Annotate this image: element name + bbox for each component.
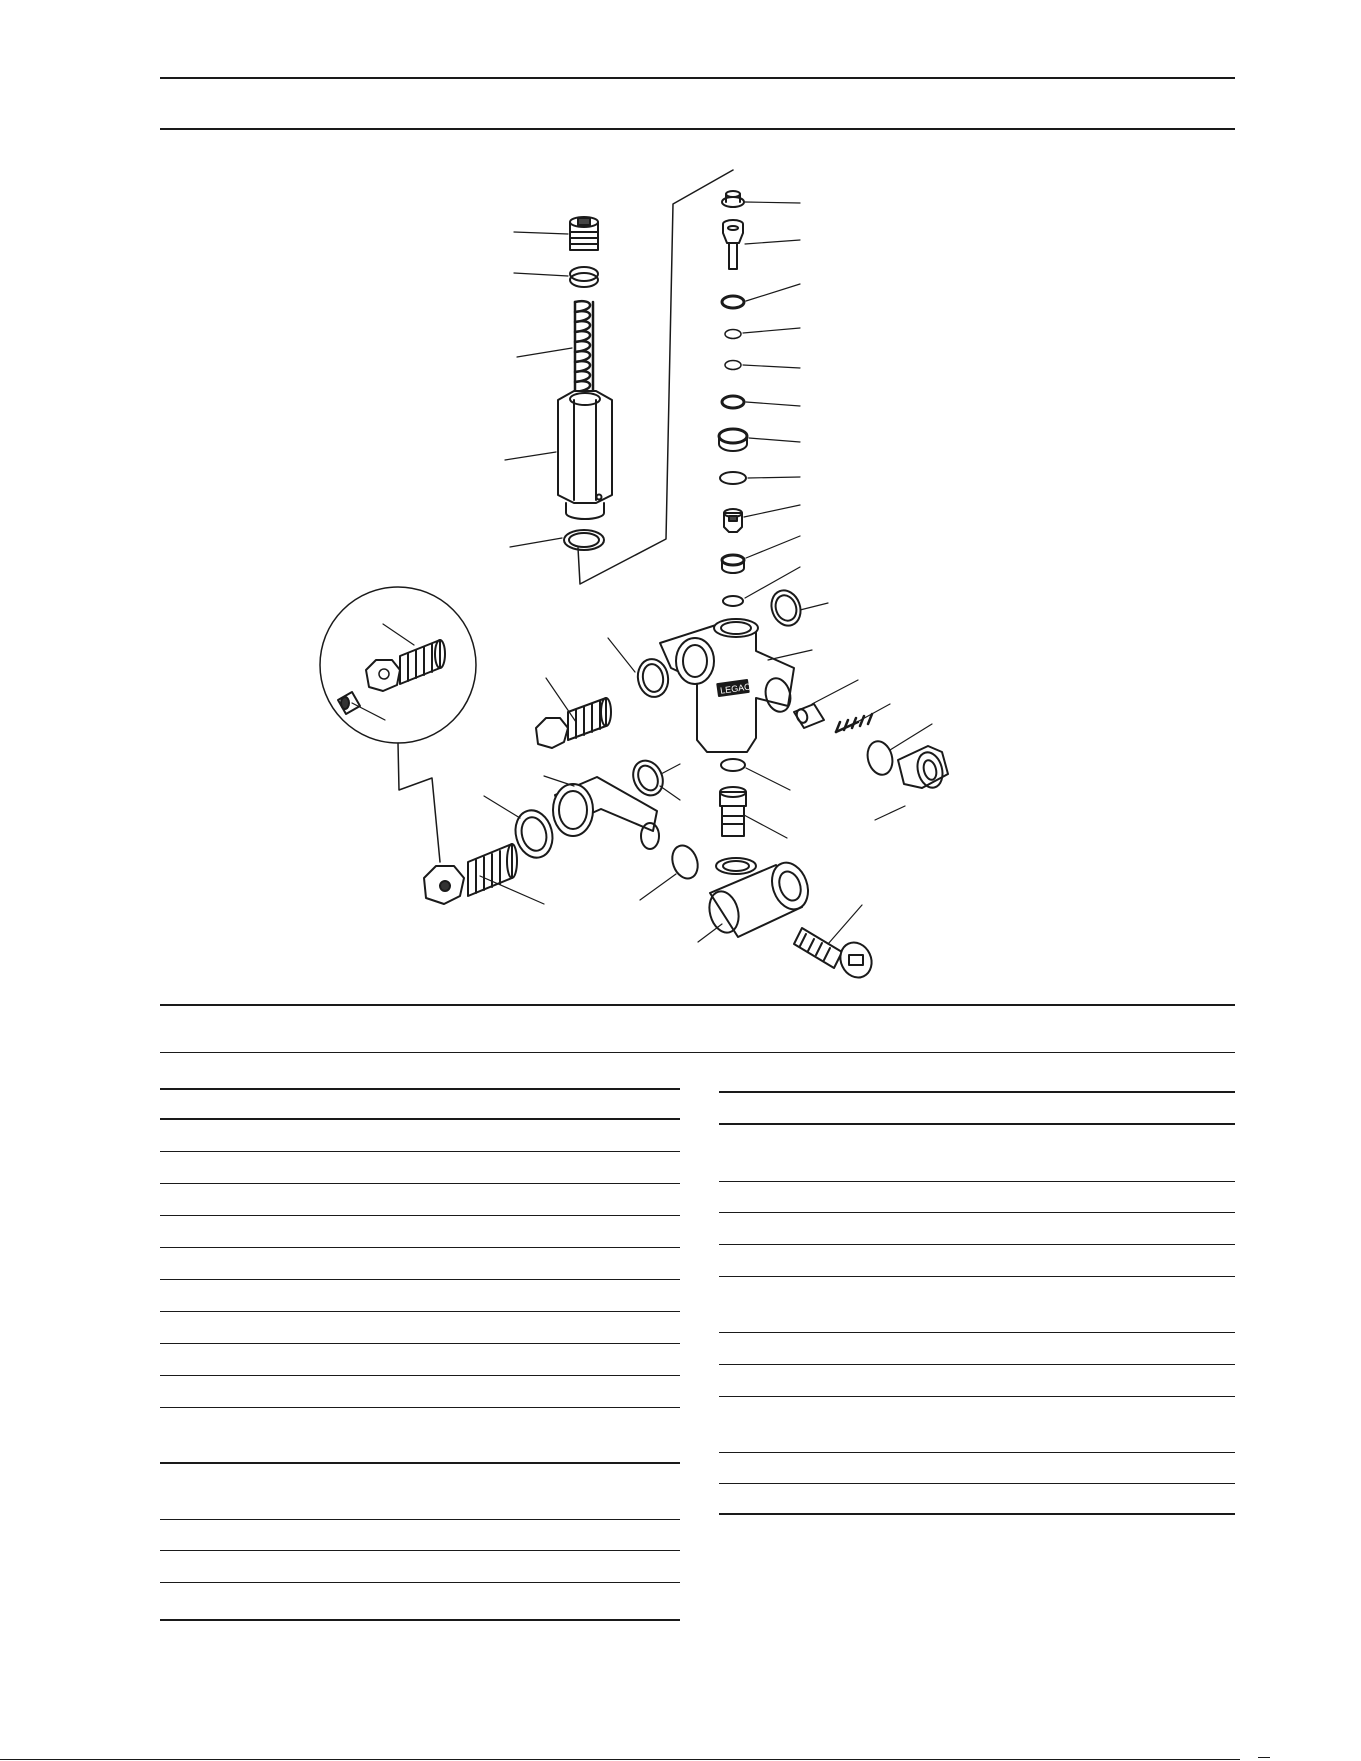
backup-ring-1 <box>722 296 744 308</box>
gasket-right-upper <box>767 586 806 629</box>
banjo-bolt-lower <box>424 844 517 904</box>
table-row <box>160 1280 680 1312</box>
plug-screw <box>794 928 877 983</box>
table-row <box>160 1520 680 1551</box>
valve-stem <box>723 220 743 269</box>
gasket-elbow <box>628 756 669 800</box>
table-row <box>719 1484 1235 1515</box>
gasket-left-upper <box>635 657 671 700</box>
page-corner-mark <box>1258 1757 1270 1758</box>
o-ring-2 <box>725 361 741 370</box>
banjo-bolt-upper <box>536 698 611 748</box>
valve-seat <box>724 509 742 532</box>
table-row <box>160 1120 680 1152</box>
adjusting-screw <box>570 217 598 250</box>
parts-table-left <box>160 1088 680 1621</box>
table-row <box>160 1463 680 1520</box>
relief-spring <box>575 301 593 392</box>
table-header <box>160 1088 680 1120</box>
detail-connector <box>398 743 440 862</box>
cap-nut <box>722 191 744 207</box>
outlet-fitting <box>898 746 948 790</box>
table-row <box>719 1125 1235 1182</box>
section-rule-top <box>160 1004 1235 1006</box>
o-ring-4 <box>723 596 743 606</box>
housing-o-ring <box>564 530 604 550</box>
table-row <box>719 1365 1235 1397</box>
table-row <box>160 1376 680 1408</box>
table-row <box>719 1453 1235 1484</box>
check-valve-o-ring <box>864 738 896 777</box>
parts-table-right <box>719 1091 1235 1515</box>
manifold-body <box>660 619 794 752</box>
check-valve-poppet <box>794 704 824 728</box>
footer-rule <box>0 1759 1240 1760</box>
o-ring-1 <box>725 330 741 339</box>
table-row <box>719 1245 1235 1277</box>
detail-circle <box>320 587 476 743</box>
table-row <box>719 1333 1235 1365</box>
seat-retainer <box>722 555 744 573</box>
o-ring-3 <box>720 472 746 484</box>
section-rule-bottom <box>160 1052 1235 1053</box>
table-row <box>160 1312 680 1344</box>
backup-ring-2 <box>722 396 744 408</box>
seal-retainer <box>719 429 747 451</box>
spring-seat-disc <box>570 267 598 287</box>
table-row <box>160 1248 680 1280</box>
table-row <box>719 1397 1235 1453</box>
table-row <box>160 1551 680 1583</box>
table-row <box>719 1277 1235 1333</box>
table-row <box>160 1408 680 1463</box>
table-header <box>719 1091 1235 1125</box>
table-row <box>719 1213 1235 1245</box>
hex-nipple <box>720 787 746 836</box>
table-row <box>160 1152 680 1184</box>
o-ring-lower <box>721 759 745 771</box>
table-row <box>719 1182 1235 1213</box>
table-row <box>160 1344 680 1376</box>
table-row <box>160 1184 680 1216</box>
connector-bracket <box>578 170 733 584</box>
svg-text:LEGACY: LEGACY <box>719 680 758 696</box>
table-row <box>160 1216 680 1248</box>
valve-housing <box>558 391 612 519</box>
table-row <box>160 1583 680 1621</box>
